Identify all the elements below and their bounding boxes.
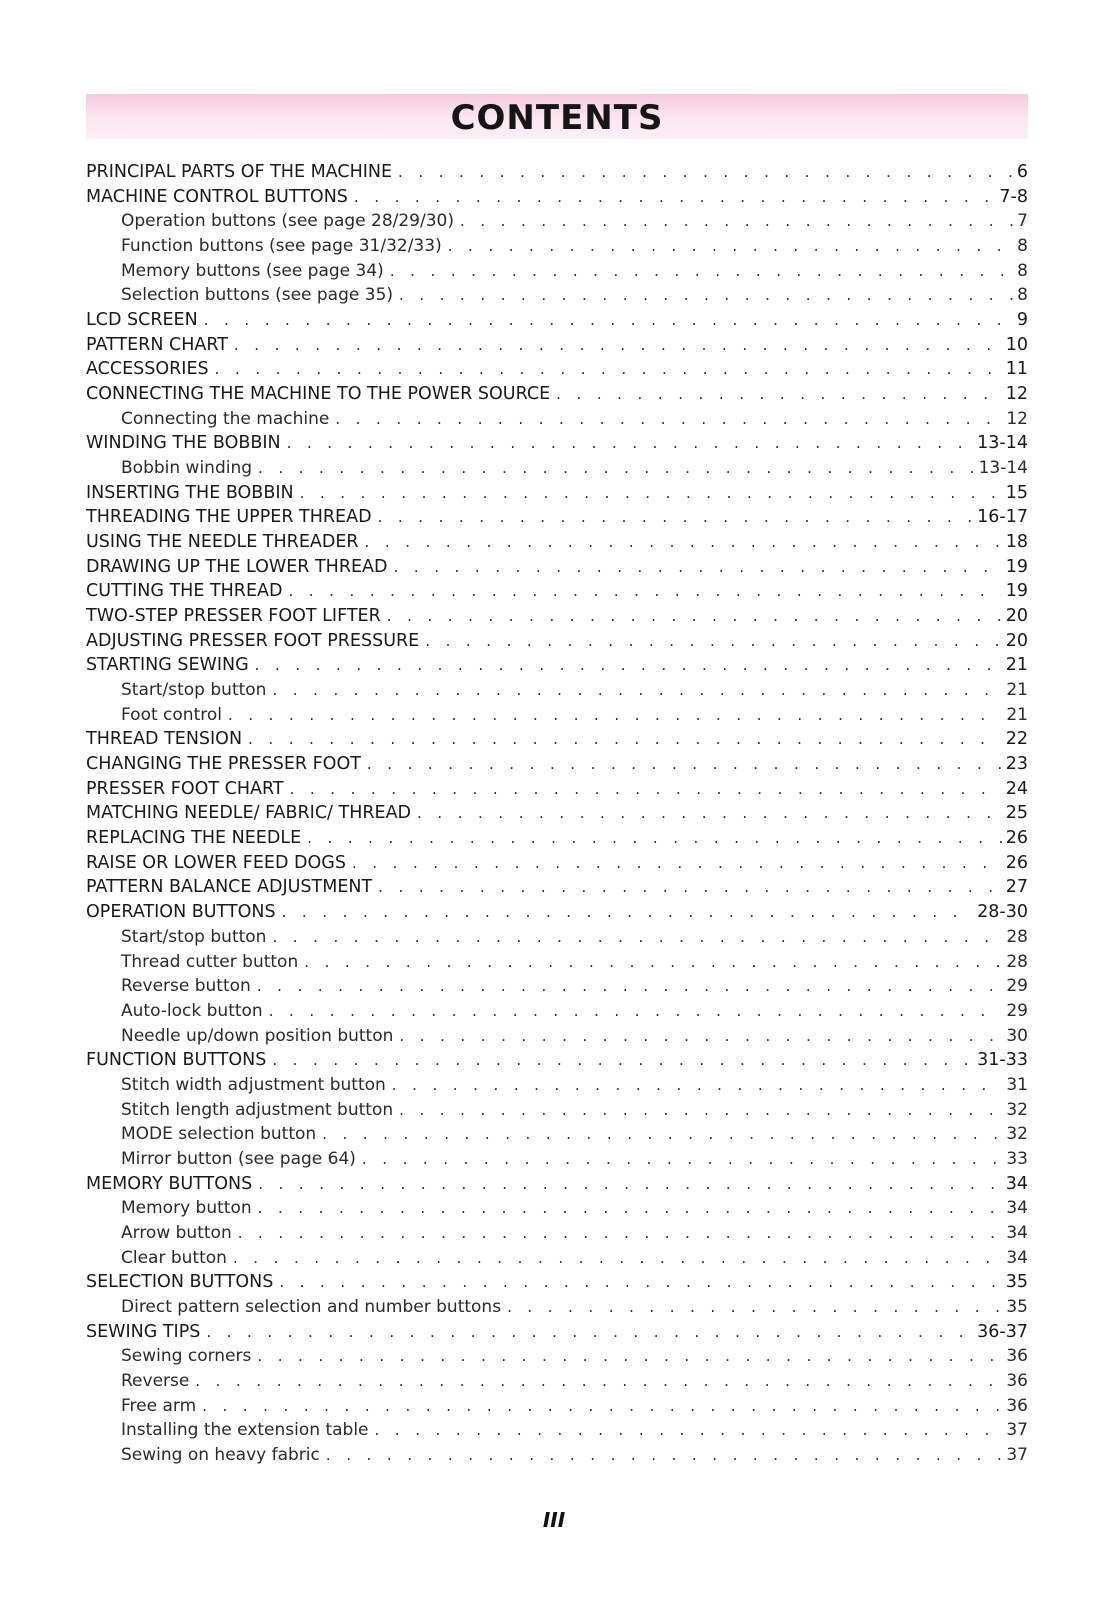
toc-entry-page: 19 [1005, 581, 1028, 602]
dot-leader [206, 1320, 973, 1345]
toc-subentry[interactable] [86, 1122, 1028, 1147]
dot-leader [322, 1122, 1002, 1147]
toc-entry-label: Foot control [121, 704, 222, 725]
toc-entry[interactable] [86, 579, 1028, 604]
toc-entry-label: TWO-STEP PRESSER FOOT LIFTER [86, 606, 381, 627]
toc-entry-page: 25 [1005, 803, 1028, 824]
toc-entry-label: Mirror button (see page 64) [121, 1148, 356, 1169]
toc-entry-label: PRINCIPAL PARTS OF THE MACHINE [86, 162, 393, 182]
toc-entry-page: 10 [1005, 334, 1028, 355]
toc-entry-label: MEMORY BUTTONS [86, 1173, 253, 1194]
toc-entry-page: 12 [1005, 384, 1028, 405]
toc-subentry[interactable] [86, 1073, 1028, 1098]
dot-leader [425, 629, 1001, 654]
toc-subentry[interactable] [86, 1394, 1028, 1419]
dot-leader [279, 1270, 1001, 1295]
toc-entry-label: Selection buttons (see page 35) [121, 285, 394, 306]
toc-entry-label: LCD SCREEN [86, 310, 198, 331]
toc-entry-page: 8 [1017, 236, 1028, 257]
dot-leader [460, 209, 1013, 234]
toc-entry-label: Clear button [121, 1247, 227, 1268]
dot-leader [398, 160, 1013, 185]
toc-entry-page: 29 [1006, 976, 1028, 997]
toc-entry-label: Bobbin winding [121, 458, 253, 479]
dot-leader [202, 1394, 1002, 1419]
toc-subentry[interactable] [86, 999, 1028, 1024]
dot-leader [269, 999, 1003, 1024]
toc-entry-label: PATTERN BALANCE ADJUSTMENT [86, 877, 373, 898]
toc-entry-label: ACCESSORIES [86, 359, 209, 380]
toc-entry-page: 12 [1006, 408, 1028, 429]
toc-entry-page: 7 [1017, 211, 1028, 232]
dot-leader [215, 357, 1002, 382]
toc-entry[interactable] [86, 333, 1028, 358]
toc-entry[interactable] [86, 1048, 1028, 1073]
toc-entry[interactable] [86, 900, 1028, 925]
toc-entry-page: 32 [1006, 1124, 1028, 1145]
dot-leader [507, 1295, 1002, 1320]
toc-entry-page: 37 [1006, 1420, 1028, 1441]
toc-subentry[interactable] [86, 950, 1028, 975]
toc-entry[interactable] [86, 875, 1028, 900]
toc-subentry[interactable] [86, 925, 1028, 950]
dot-leader [394, 555, 1002, 580]
toc-entry[interactable] [86, 801, 1028, 826]
toc-entry-page: 31 [1006, 1074, 1028, 1095]
toc-entry[interactable] [86, 382, 1028, 407]
toc-entry-page: 34 [1006, 1198, 1028, 1219]
toc-entry-page: 19 [1005, 556, 1028, 577]
toc-entry[interactable] [86, 629, 1028, 654]
toc-entry-page: 15 [1005, 482, 1028, 503]
dot-leader [257, 1344, 1002, 1369]
toc-entry-label: Reverse [121, 1370, 190, 1391]
toc-entry-page: 13-14 [977, 433, 1028, 454]
toc-entry-label: Direct pattern selection and number buttons [121, 1296, 502, 1317]
toc-entry[interactable] [86, 308, 1028, 333]
toc-entry-label: CUTTING THE THREAD [86, 581, 283, 602]
dot-leader [233, 1246, 1002, 1271]
toc-subentry[interactable] [86, 1196, 1028, 1221]
dot-leader [234, 333, 1002, 358]
dot-leader [272, 925, 1002, 950]
page-number: III [542, 1508, 566, 1532]
toc-entry-page: 28-30 [977, 902, 1028, 923]
dot-leader [326, 1443, 1003, 1468]
dot-leader [335, 407, 1002, 432]
toc-subentry[interactable] [86, 1147, 1028, 1172]
toc-entry[interactable] [86, 185, 1028, 210]
toc-entry-page: 36 [1006, 1395, 1028, 1416]
toc-subentry[interactable] [86, 1221, 1028, 1246]
dot-leader [228, 703, 1002, 728]
dot-leader [378, 505, 974, 530]
toc-entry-label: Sewing corners [121, 1346, 252, 1367]
toc-entry-page: 35 [1005, 1272, 1028, 1293]
toc-entry[interactable] [86, 727, 1028, 752]
dot-leader [399, 283, 1013, 308]
dot-leader [195, 1369, 1002, 1394]
toc-entry-label: Memory buttons (see page 34) [121, 260, 384, 281]
dot-leader [399, 1098, 1002, 1123]
toc-entry-page: 34 [1006, 1222, 1028, 1243]
dot-leader [417, 801, 1002, 826]
toc-entry-page: 28 [1006, 926, 1028, 947]
toc-entry[interactable] [86, 653, 1028, 678]
toc-entry-page: 11 [1005, 359, 1028, 380]
toc-subentry[interactable] [86, 1098, 1028, 1123]
toc-subentry[interactable] [86, 1344, 1028, 1369]
dot-leader [375, 1418, 1003, 1443]
toc-entry-page: 34 [1006, 1247, 1028, 1268]
dot-leader [300, 481, 1002, 506]
toc-entry-label: Connecting the machine [121, 408, 330, 429]
dot-leader [448, 234, 1013, 259]
toc-subentry[interactable] [86, 974, 1028, 999]
toc-entry-page: 33 [1006, 1148, 1028, 1169]
toc-entry-page: 20 [1005, 630, 1028, 651]
toc-entry-label: MATCHING NEEDLE/ FABRIC/ THREAD [86, 803, 412, 824]
toc-entry[interactable] [86, 530, 1028, 555]
dot-leader [352, 851, 1002, 876]
toc-subentry[interactable] [86, 678, 1028, 703]
toc-entry-page: 21 [1006, 704, 1028, 725]
dot-leader [258, 456, 975, 481]
toc-entry-label: Memory button [121, 1198, 252, 1219]
toc-entry[interactable] [86, 1270, 1028, 1295]
dot-leader [378, 875, 1002, 900]
toc-entry[interactable] [86, 160, 1028, 185]
toc-entry-page: 8 [1017, 285, 1028, 306]
toc-entry[interactable] [86, 1172, 1028, 1197]
toc-entry[interactable] [86, 357, 1028, 382]
toc-entry-label: THREADING THE UPPER THREAD [86, 507, 372, 528]
toc-entry-page: 8 [1017, 260, 1028, 281]
toc-entry-page: 20 [1005, 606, 1028, 627]
toc-entry-label: Stitch width adjustment button [121, 1074, 386, 1095]
toc-entry[interactable] [86, 431, 1028, 456]
dot-leader [390, 259, 1013, 284]
toc-entry-label: PRESSER FOOT CHART [86, 778, 284, 799]
dot-leader [365, 530, 1002, 555]
toc-subentry[interactable] [86, 1295, 1028, 1320]
dot-leader [287, 431, 974, 456]
dot-leader [257, 974, 1003, 999]
toc-entry-label: WINDING THE BOBBIN [86, 433, 281, 454]
toc-subentry[interactable] [86, 1024, 1028, 1049]
toc-entry-page: 34 [1005, 1173, 1028, 1194]
toc-subentry[interactable] [86, 234, 1028, 259]
toc-entry-label: Reverse button [121, 976, 251, 997]
toc-entry-label: PATTERN CHART [86, 334, 228, 355]
toc-entry-page: 9 [1016, 310, 1028, 331]
dot-leader [304, 950, 1002, 975]
dot-leader [258, 1196, 1003, 1221]
toc-entry-label: Start/stop button [121, 926, 267, 947]
toc-entry[interactable] [86, 1320, 1028, 1345]
toc-entry-label: STARTING SEWING [86, 655, 249, 676]
dot-leader [307, 826, 1002, 851]
table-of-contents [86, 160, 1028, 1468]
toc-entry-label: Needle up/down position button [121, 1025, 394, 1046]
toc-entry-page: 37 [1006, 1444, 1028, 1465]
toc-entry-page: 36 [1006, 1370, 1028, 1391]
dot-leader [362, 1147, 1002, 1172]
toc-entry[interactable] [86, 826, 1028, 851]
toc-entry-label: MODE selection button [121, 1124, 317, 1145]
dot-leader [204, 308, 1013, 333]
toc-entry-page: 27 [1005, 877, 1028, 898]
toc-entry-page: 24 [1005, 778, 1028, 799]
toc-entry-page: 16-17 [977, 507, 1028, 528]
toc-entry[interactable] [86, 752, 1028, 777]
toc-entry-label: RAISE OR LOWER FEED DOGS [86, 852, 346, 873]
toc-entry-label: INSERTING THE BOBBIN [86, 482, 294, 503]
toc-entry-label: Installing the extension table [121, 1420, 369, 1441]
dot-leader [387, 604, 1002, 629]
toc-entry-label: ADJUSTING PRESSER FOOT PRESSURE [86, 630, 420, 651]
toc-entry-page: 32 [1006, 1099, 1028, 1120]
toc-entry[interactable] [86, 555, 1028, 580]
toc-subentry[interactable] [86, 1246, 1028, 1271]
dot-leader [282, 900, 974, 925]
toc-entry-page: 26 [1005, 852, 1028, 873]
dot-leader [288, 579, 1001, 604]
toc-entry-page: 21 [1006, 680, 1028, 701]
toc-entry-label: CONNECTING THE MACHINE TO THE POWER SOURCE [86, 384, 551, 405]
toc-entry-page: 35 [1006, 1296, 1028, 1317]
toc-entry-label: MACHINE CONTROL BUTTONS [86, 186, 348, 207]
toc-entry[interactable] [86, 481, 1028, 506]
toc-entry[interactable] [86, 505, 1028, 530]
dot-leader [290, 777, 1002, 802]
toc-entry-label: SELECTION BUTTONS [86, 1272, 274, 1293]
toc-entry-page: 29 [1006, 1000, 1028, 1021]
toc-entry-label: Auto-lock button [121, 1000, 263, 1021]
toc-entry-page: 30 [1006, 1025, 1028, 1046]
toc-entry-label: Stitch length adjustment button [121, 1099, 394, 1120]
dot-leader [399, 1024, 1002, 1049]
page-title: CONTENTS [450, 98, 664, 138]
toc-subentry[interactable] [86, 1418, 1028, 1443]
toc-entry-page: 36-37 [977, 1321, 1028, 1342]
toc-entry-label: REPLACING THE NEEDLE [86, 828, 302, 849]
toc-entry-page: 7-8 [999, 186, 1028, 207]
toc-entry-label: OPERATION BUTTONS [86, 902, 276, 923]
toc-entry-page: 13-14 [978, 458, 1028, 479]
dot-leader [354, 185, 996, 210]
toc-entry-page: 23 [1005, 754, 1028, 775]
toc-subentry[interactable] [86, 407, 1028, 432]
toc-entry-page: 18 [1005, 532, 1028, 553]
toc-entry-label: Thread cutter button [121, 951, 299, 972]
dot-leader [238, 1221, 1003, 1246]
toc-entry-label: CHANGING THE PRESSER FOOT [86, 754, 361, 775]
toc-entry-label: USING THE NEEDLE THREADER [86, 532, 359, 553]
toc-entry-label: Arrow button [121, 1222, 232, 1243]
toc-subentry[interactable] [86, 703, 1028, 728]
toc-entry-label: DRAWING UP THE LOWER THREAD [86, 556, 388, 577]
toc-entry-label: FUNCTION BUTTONS [86, 1050, 267, 1071]
toc-entry-page: 6 [1016, 162, 1028, 182]
dot-leader [248, 727, 1002, 752]
dot-leader [272, 678, 1002, 703]
toc-entry-page: 22 [1005, 729, 1028, 750]
toc-entry[interactable] [86, 604, 1028, 629]
toc-entry-label: Sewing on heavy fabric [121, 1444, 320, 1465]
toc-entry-label: Operation buttons (see page 28/29/30) [121, 211, 454, 232]
toc-subentry[interactable] [86, 259, 1028, 284]
dot-leader [556, 382, 1002, 407]
toc-entry-page: 28 [1006, 951, 1028, 972]
toc-entry[interactable] [86, 851, 1028, 876]
toc-entry-page: 36 [1006, 1346, 1028, 1367]
toc-entry-page: 31-33 [977, 1050, 1028, 1071]
dot-leader [258, 1172, 1002, 1197]
dot-leader [367, 752, 1002, 777]
toc-subentry[interactable] [86, 209, 1028, 234]
toc-subentry[interactable] [86, 456, 1028, 481]
toc-entry-label: THREAD TENSION [86, 729, 243, 750]
toc-entry-label: Function buttons (see page 31/32/33) [121, 236, 442, 257]
toc-entry-page: 21 [1005, 655, 1028, 676]
toc-entry-page: 26 [1005, 828, 1028, 849]
toc-subentry[interactable] [86, 1443, 1028, 1468]
dot-leader [272, 1048, 973, 1073]
toc-entry-label: SEWING TIPS [86, 1321, 201, 1342]
contents-header-band [86, 94, 1028, 139]
toc-entry-label: Free arm [121, 1395, 197, 1416]
dot-leader [392, 1073, 1003, 1098]
toc-subentry[interactable] [86, 283, 1028, 308]
dot-leader [255, 653, 1002, 678]
toc-subentry[interactable] [86, 1369, 1028, 1394]
toc-entry-label: Start/stop button [121, 680, 267, 701]
toc-entry[interactable] [86, 777, 1028, 802]
